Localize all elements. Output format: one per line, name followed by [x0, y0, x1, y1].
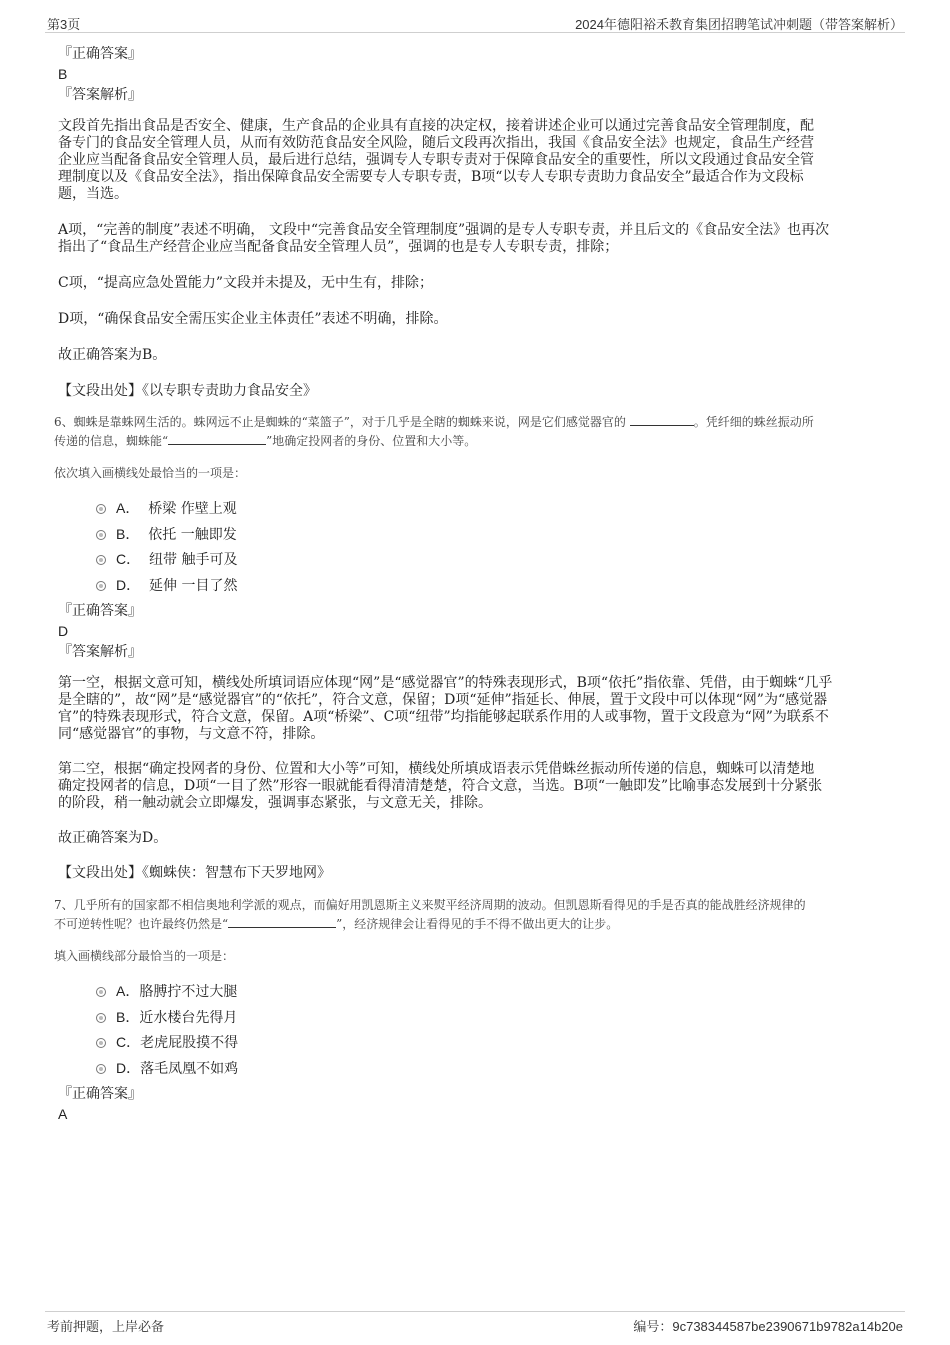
answer-value: D — [58, 623, 69, 639]
page-header — [45, 12, 905, 33]
answer-tag: 『正确答案』 — [58, 46, 142, 62]
document-body — [54, 44, 888, 1124]
option-c[interactable]: C． 纽带 触手可及 — [58, 547, 888, 573]
fill-blank — [168, 432, 266, 445]
radio-icon[interactable] — [96, 530, 106, 540]
option-list — [58, 496, 888, 598]
analysis-paragraph: C项，“提高应急处置能力”文段并未提及，无中生有，排除； — [58, 275, 434, 291]
page-number: 第3页 — [47, 17, 81, 32]
radio-icon[interactable] — [96, 1064, 106, 1074]
answer-value: B — [58, 66, 68, 82]
question-text: 7、几乎所有的国家都不相信奥地利学派的观点，而偏好用凯恩斯主义来熨平经济周期的波动。但凯恩斯看得见的手是否真的能战胜经济规律的 不可逆转性呢？也许最终仍然是“ ”，经济规律会让看得见的手不得不做出更大的让步。 — [54, 898, 806, 931]
option-d[interactable]: D．落毛凤凰不如鸡 — [58, 1056, 888, 1082]
radio-icon[interactable] — [96, 581, 106, 591]
question-instruction: 依次填入画横线处最恰当的一项是： — [54, 466, 247, 480]
option-d[interactable]: D． 延伸 一目了然 — [58, 573, 888, 599]
analysis-tag: 『答案解析』 — [58, 644, 142, 660]
radio-icon[interactable] — [96, 1013, 106, 1023]
radio-icon[interactable] — [96, 555, 106, 565]
answer-value: A — [58, 1106, 68, 1122]
source-citation: 【文段出处】《以专职专责助力食品安全》 — [58, 383, 317, 399]
footer-slogan: 考前押题，上岸必备 — [47, 1319, 165, 1334]
analysis-block — [58, 118, 888, 400]
question-instruction: 填入画横线部分最恰当的一项是： — [54, 949, 235, 963]
analysis-block — [58, 675, 888, 882]
radio-icon[interactable] — [96, 504, 106, 514]
radio-icon[interactable] — [96, 1038, 106, 1048]
answer-tag: 『正确答案』 — [58, 603, 142, 619]
page-footer — [45, 1311, 905, 1334]
answer-tag: 『正确答案』 — [58, 1086, 142, 1102]
option-b[interactable]: B．近水楼台先得月 — [58, 1005, 888, 1031]
analysis-paragraph: 第二空，根据“确定投网者的身份、位置和大小等”可知，横线处所填成语表示凭借蛛丝振动所传递的信息，蜘蛛可以清楚地 确定投网者的信息，D项“一目了然”形容一眼就能看得清清楚楚，符合文意，当选。B项“一触即发”比喻事态发展到十分紧张 的阶段，稍一触动就会立即爆发，强调事态紧张，与文意无关，排除。 — [58, 761, 823, 811]
option-a[interactable]: A．胳膊拧不过大腿 — [58, 979, 888, 1005]
document-title: 2024年德阳裕禾教育集团招聘笔试冲刺题（带答案解析） — [575, 17, 903, 32]
analysis-paragraph: 第一空，根据文意可知，横线处所填词语应体现“网”是“感觉器官”的特殊表现形式，B项“依托”指依靠、凭借，由于蜘蛛“几乎 是全瞎的”，故“网”是“感觉器官”的“依托”，符合文意，保留；D项“延伸”指延长、伸展，置于文段中可以体现“网”为“感觉器 官”的特殊表现形式，符合文意，保留。A项“桥梁”、C项“纽带”均指能够起联系作用的人或事物，置于文段意为“网”为联系不 同“感觉器官”的事物，与文意不符，排除。 — [58, 675, 833, 742]
analysis-paragraph: 文段首先指出食品是否安全、健康，生产食品的企业具有直接的决定权，接着讲述企业可以通过完善食品安全管理制度，配 备专门的食品安全管理人员，从而有效防范食品安全风险，随后文段再次指出，我国《食品安全法》也规定，食品生产经营 企业应当配备食品安全管理人员，最后进行总结，强调专人专职专责对于保障食品安全的重要性，所以文段通过食品安全管 理制度以及《食品安全法》，指出保障食品安全需要专人专职专责，B项“以专人专职专责助力食品安全”最适合作为文段标 题，当选。 — [58, 118, 814, 202]
analysis-paragraph: A项，“完善的制度”表述不明确， 文段中“完善食品安全管理制度”强调的是专人专职专责，并且后文的《食品安全法》也再次 指出了“食品生产经营企业应当配备食品安全管理人员”，强调的也是专人专职专责，排除； — [58, 222, 830, 255]
analysis-tag: 『答案解析』 — [58, 87, 142, 103]
fill-blank — [228, 915, 336, 928]
option-c[interactable]: C．老虎屁股摸不得 — [58, 1030, 888, 1056]
radio-icon[interactable] — [96, 987, 106, 997]
fill-blank — [630, 413, 694, 426]
question-6 — [54, 413, 888, 482]
document-code: 编号：9c738344587be2390671b9782a14b20e — [633, 1319, 903, 1334]
option-a[interactable]: A． 桥梁 作壁上观 — [58, 496, 888, 522]
analysis-paragraph: 故正确答案为D。 — [58, 830, 168, 846]
question-text: 6、蜘蛛是靠蛛网生活的。蛛网远不止是蜘蛛的“菜篮子”，对于几乎是全瞎的蜘蛛来说，网是它们感觉器官的 。凭纤细的蛛丝振动所 传递的信息，蜘蛛能“ ”地确定投网者的身份、位置和大小等。 — [54, 415, 814, 448]
option-list — [58, 979, 888, 1081]
question-7 — [54, 896, 888, 965]
analysis-paragraph: D项，“确保食品安全需压实企业主体责任”表述不明确，排除。 — [58, 311, 448, 327]
analysis-paragraph: 故正确答案为B。 — [58, 347, 167, 363]
option-b[interactable]: B． 依托 一触即发 — [58, 522, 888, 548]
source-citation: 【文段出处】《蜘蛛侠：智慧布下天罗地网》 — [58, 865, 331, 881]
